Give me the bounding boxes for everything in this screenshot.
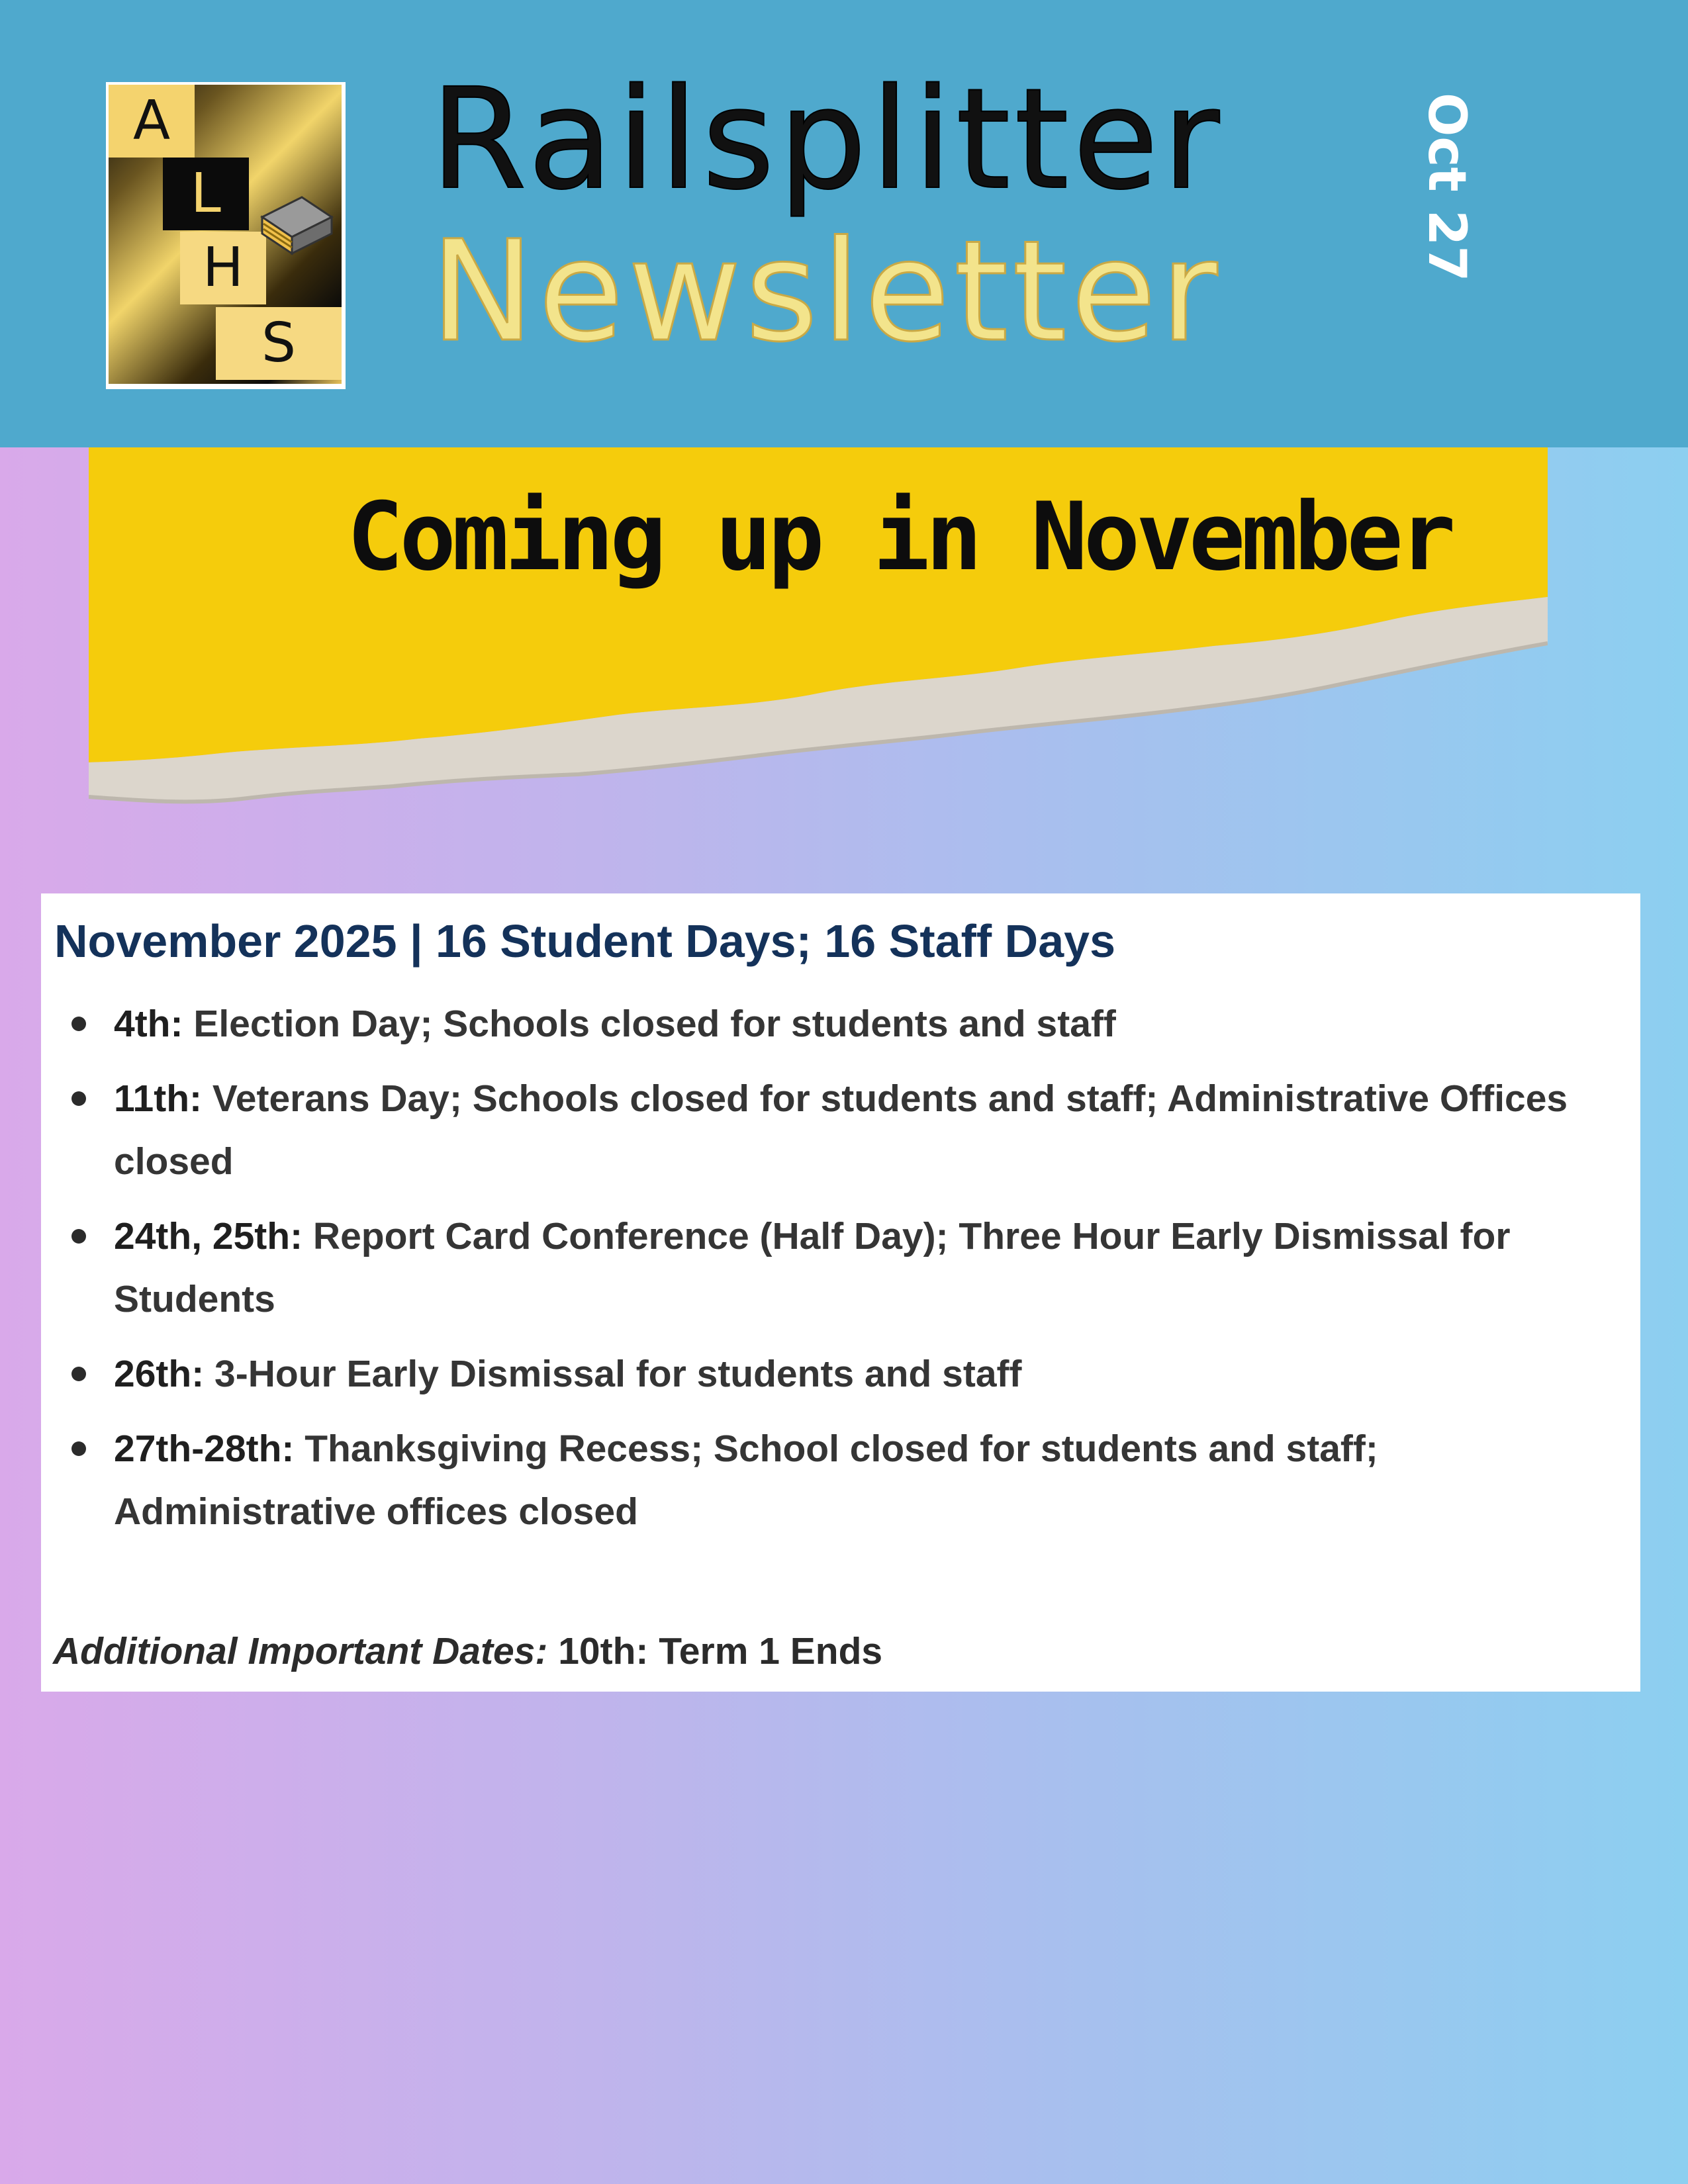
bullet-icon <box>71 1091 86 1106</box>
event-item <box>114 1418 1630 1543</box>
event-item <box>114 1343 1630 1406</box>
newsletter-title-line2: Newsletter <box>430 210 1222 373</box>
event-date: 4th: <box>114 1003 183 1045</box>
event-item <box>114 1068 1630 1193</box>
event-description: Veterans Day; Schools closed for students and staff; Administrative Offices closed <box>114 1077 1568 1183</box>
logo-letter-a: A <box>109 85 195 158</box>
event-item <box>114 1205 1630 1331</box>
logo-artwork <box>109 85 342 384</box>
torn-paper-banner <box>89 447 1548 818</box>
logo-letter-s: S <box>216 307 342 380</box>
school-logo <box>106 82 346 389</box>
event-list <box>114 993 1630 1555</box>
event-date: 26th: <box>114 1353 205 1395</box>
books-icon <box>256 191 335 263</box>
event-description: 3-Hour Early Dismissal for students and staff <box>214 1353 1022 1395</box>
newsletter-header <box>0 0 1688 447</box>
bullet-icon <box>71 1229 86 1244</box>
event-description: Thanksgiving Recess; School closed for students and staff; Administrative offices closed <box>114 1428 1378 1533</box>
calendar-heading: November 2025 | 16 Student Days; 16 Staff Days <box>54 915 1116 967</box>
event-date: 27th-28th: <box>114 1428 295 1470</box>
event-date: 11th: <box>114 1077 203 1120</box>
event-description: Report Card Conference (Half Day); Three Hour Early Dismissal for Students <box>114 1215 1511 1320</box>
event-item <box>114 993 1630 1056</box>
logo-letter-h: H <box>180 232 266 304</box>
event-description: Election Day; Schools closed for students and staff <box>193 1003 1116 1045</box>
additional-dates-label: Additional Important Dates: <box>53 1630 548 1672</box>
additional-dates-value: 10th: Term 1 Ends <box>558 1630 883 1672</box>
newsletter-title-line1: Railsplitter <box>430 58 1224 220</box>
event-date: 24th, 25th: <box>114 1215 303 1257</box>
calendar-card <box>41 893 1640 1692</box>
logo-letter-l: L <box>163 158 249 230</box>
banner-title: Coming up in November <box>347 482 1452 592</box>
issue-date: Oct 27 <box>1417 93 1476 282</box>
bullet-icon <box>71 1017 86 1031</box>
additional-dates <box>53 1621 882 1681</box>
bullet-icon <box>71 1441 86 1456</box>
bullet-icon <box>71 1367 86 1381</box>
